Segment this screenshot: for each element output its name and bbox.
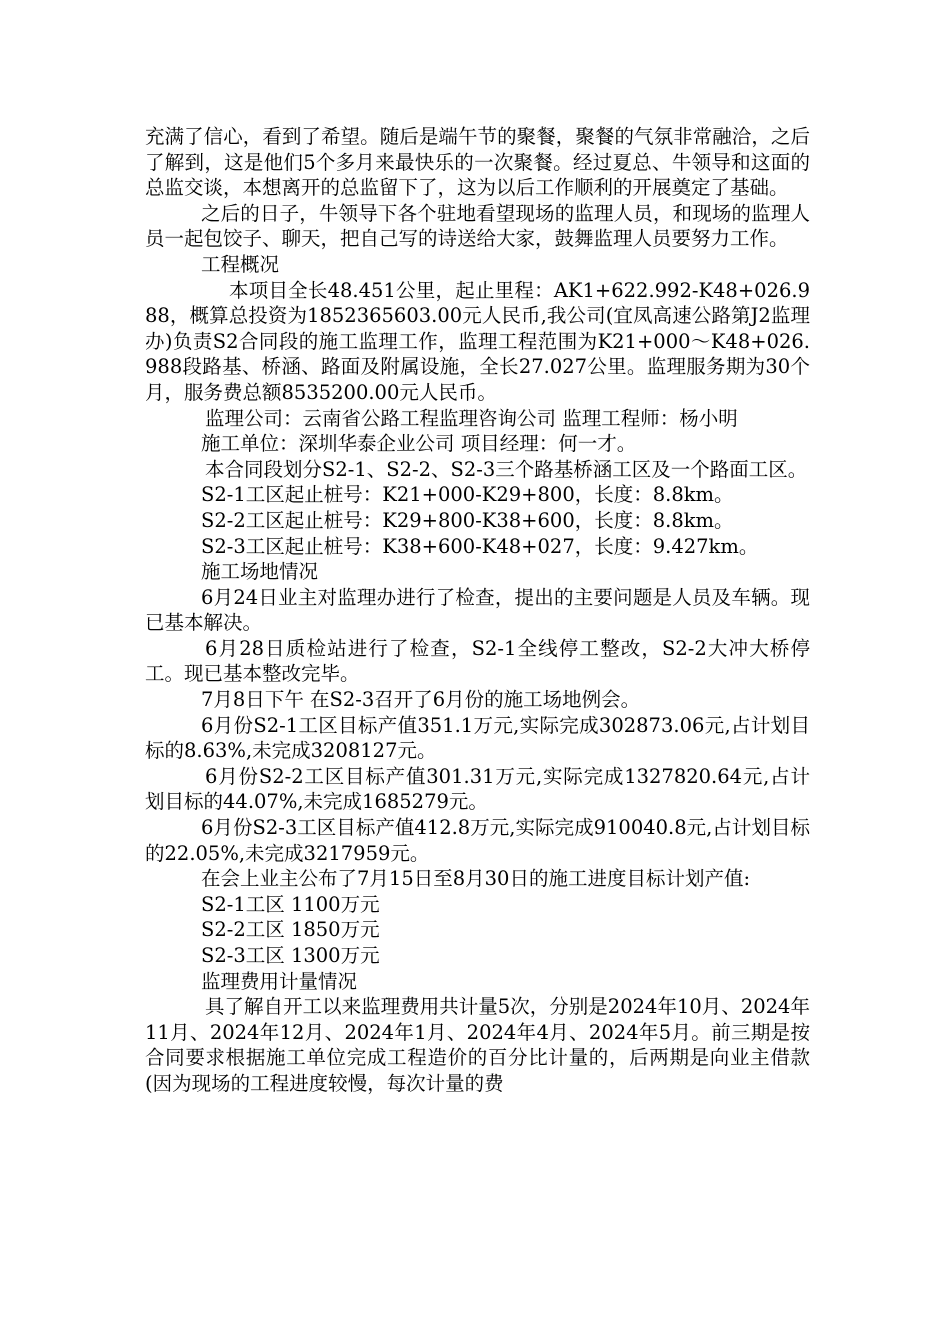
section-heading-site-status: 施工场地情况: [201, 560, 319, 584]
paragraph-project-overview: 本项目全长48.451公里，起止里程：AK1+622.992-K48+026.988，概算总投资为1852365603.00元人民币,我公司(宜凤高速公路第J2监理办)负责S2合同段的施工监理工作，监理工程范围为K21+000～K48+026.988段路基、桥涵、路面及附属设施，全长27.027公里。监理服务期为30个月，服务费总额8535200.00元人民币。: [145, 278, 810, 404]
paragraph-target-s2-1: S2-1工区 1100万元: [201, 892, 380, 916]
paragraph-june-28-inspection: 6月28日质检站进行了检查，S2-1全线停工整改，S2-2大冲大桥停工。现已基本整改完毕。: [145, 636, 810, 686]
paragraph-target-plan: 在会上业主公布了7月15日至8月30日的施工进度目标计划产值:: [201, 867, 751, 891]
paragraph-s2-2-range: S2-2工区起止桩号：K29+800-K38+600，长度：8.8km。: [201, 508, 734, 532]
paragraph-construction-unit: 施工单位：深圳华泰企业公司 项目经理：何一才。: [201, 432, 637, 456]
paragraph-2: 之后的日子，牛领导下各个驻地看望现场的监理人员，和现场的监理人员一起包饺子、聊天，把自己写的诗送给大家，鼓舞监理人员要努力工作。: [145, 201, 810, 251]
paragraph-june-24-inspection: 6月24日业主对监理办进行了检查，提出的主要问题是人员及车辆。现已基本解决。: [145, 585, 810, 635]
paragraph-s2-3-output: 6月份S2-3工区目标产值412.8万元,实际完成910040.8元,占计划目标的22.05%,未完成3217959元。: [145, 816, 810, 865]
document-page: [145, 124, 810, 1097]
paragraph-target-s2-3: S2-3工区 1300万元: [201, 944, 380, 967]
paragraph-s2-1-output: 6月份S2-1工区目标产值351.1万元,实际完成302873.06元,占计划目标的8.63%,未完成3208127元。: [145, 713, 810, 763]
paragraph-july-8-meeting: 7月8日下午 在S2-3召开了6月份的施工场地例会。: [201, 688, 641, 712]
paragraph-s2-2-output: 6月份S2-2工区目标产值301.31万元,实际完成1327820.64元,占计划目标的44.07%,未完成1685279元。: [145, 764, 810, 814]
section-heading-fee-measurement: 监理费用计量情况: [201, 969, 358, 993]
paragraph-contract-sections: 本合同段划分S2-1、S2-2、S2-3三个路基桥涵工区及一个路面工区。: [205, 457, 808, 481]
section-heading-project-overview: 工程概况: [201, 252, 280, 276]
paragraph-fee-measurement: 具了解自开工以来监理费用共计量5次，分别是2024年10月、2024年11月、2024年12月、2024年1月、2024年4月、2024年5月。前三期是按合同要求根据施工单位完成工程造价的百分比计量的，后两期是向业主借款(因为现场的工程进度较慢，每次计量的费: [145, 995, 810, 1095]
paragraph-supervision-company: 监理公司：云南省公路工程监理咨询公司 监理工程师：杨小明: [205, 406, 738, 430]
paragraph-1: 充满了信心，看到了希望。随后是端午节的聚餐，聚餐的气氛非常融洽，之后了解到，这是他们5个多月来最快乐的一次聚餐。经过夏总、牛领导和这面的总监交谈，本想离开的总监留下了，这为以后工作顺利的开展奠定了基础。: [145, 125, 810, 200]
paragraph-target-s2-2: S2-2工区 1850万元: [201, 918, 380, 942]
paragraph-s2-3-range: S2-3工区起止桩号：K38+600-K48+027，长度：9.427km。: [201, 534, 759, 558]
paragraph-s2-1-range: S2-1工区起止桩号：K21+000-K29+800，长度：8.8km。: [201, 483, 734, 507]
